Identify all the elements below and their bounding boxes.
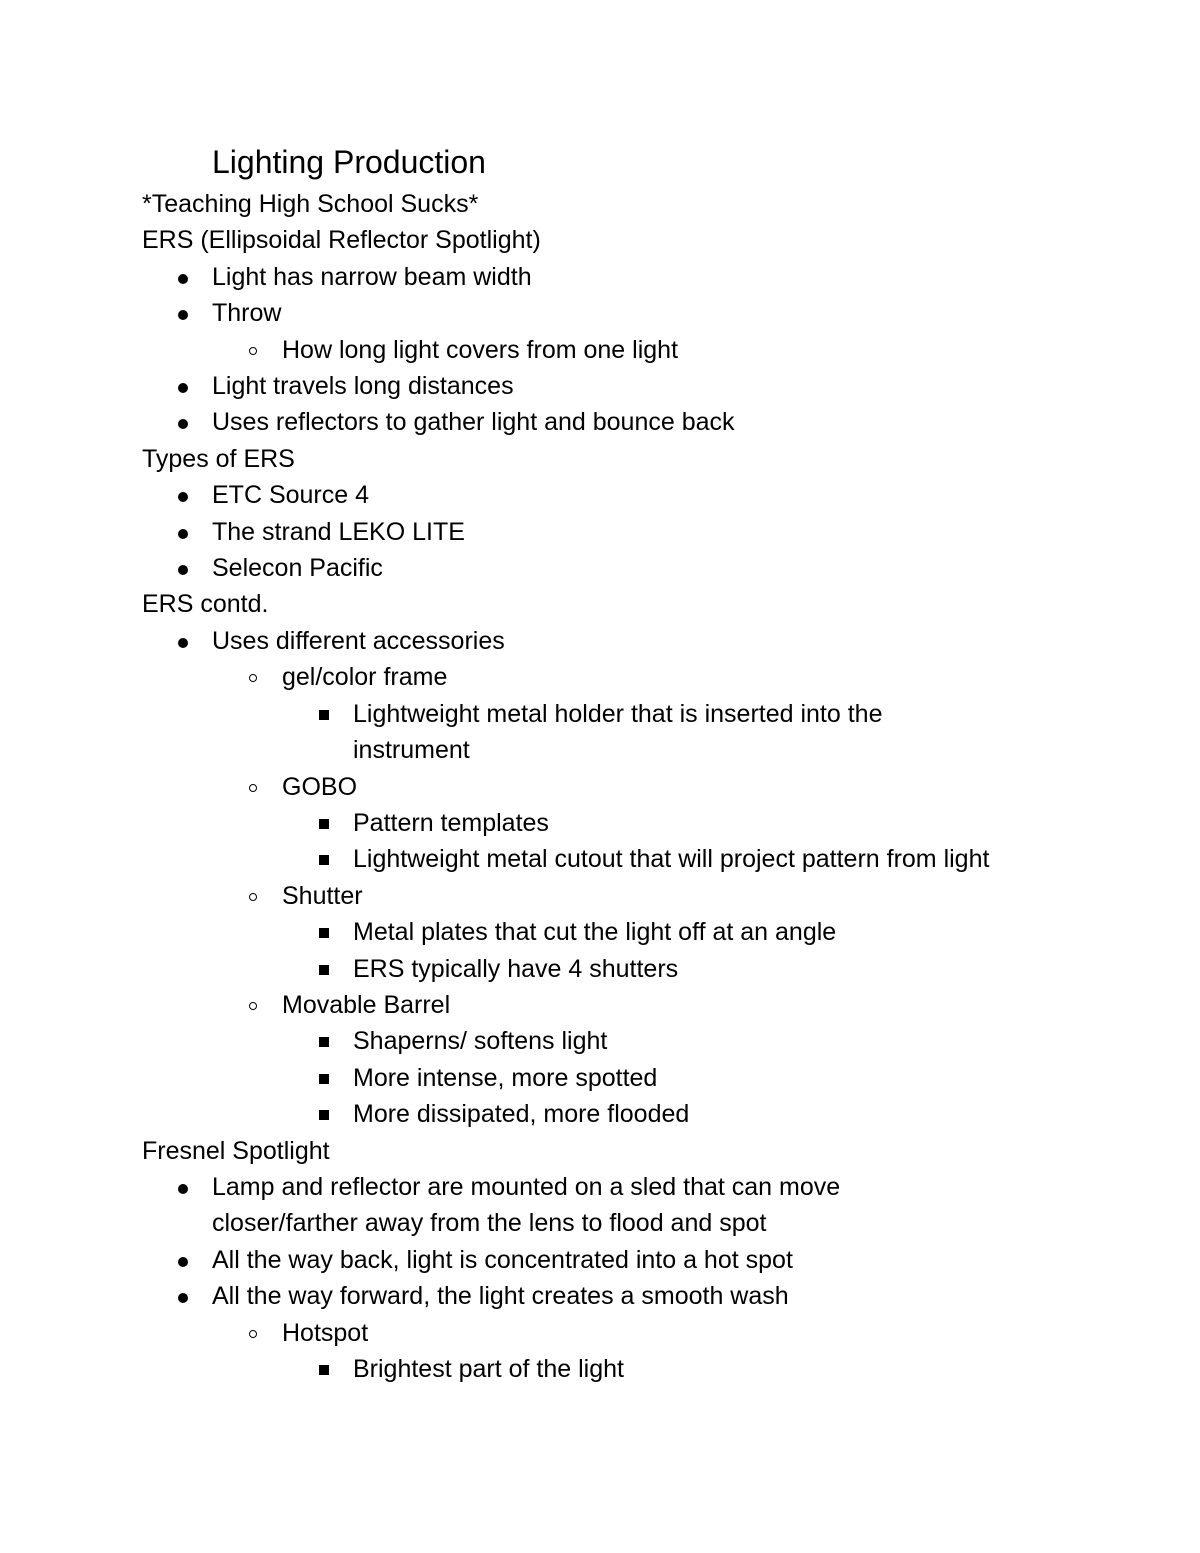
list-item-text: Metal plates that cut the light off at an angle xyxy=(353,918,837,947)
bullet-circle-icon xyxy=(249,1002,257,1010)
list-item xyxy=(142,1242,1142,1278)
bullet-square-icon xyxy=(319,965,329,975)
list-item xyxy=(142,914,1142,950)
list-item-text: Throw xyxy=(212,299,282,328)
list-item xyxy=(142,295,1142,331)
bullet-square-icon xyxy=(319,710,329,720)
section-heading: Fresnel Spotlight xyxy=(142,1136,330,1165)
list-item-text: ETC Source 4 xyxy=(212,481,370,510)
bullet-disc-icon xyxy=(178,419,188,429)
list-item xyxy=(142,477,1142,513)
list-item xyxy=(142,878,1142,914)
list-item-text: All the way back, light is concentrated into a hot spot xyxy=(212,1245,793,1274)
section-heading: ERS (Ellipsoidal Reflector Spotlight) xyxy=(142,226,541,255)
list-item-text: More dissipated, more flooded xyxy=(353,1100,690,1129)
list-item-text: Hotspot xyxy=(282,1318,369,1347)
list-item-text: More intense, more spotted xyxy=(353,1063,658,1092)
list-item xyxy=(142,623,1142,659)
bullet-circle-icon xyxy=(249,1330,257,1338)
list-item xyxy=(142,1315,1142,1351)
list-item xyxy=(142,259,1142,295)
section-heading: *Teaching High School Sucks* xyxy=(142,190,479,218)
list-item xyxy=(142,841,1142,877)
list-item xyxy=(142,1351,1142,1387)
list-item-text: Light has narrow beam width xyxy=(212,262,532,291)
list-item-text: GOBO xyxy=(282,772,358,801)
bullet-disc-icon xyxy=(178,638,188,648)
list-item xyxy=(142,987,1142,1023)
list-item xyxy=(142,659,1142,695)
bullet-square-icon xyxy=(319,819,329,829)
list-item-text: gel/color frame xyxy=(282,663,448,692)
bullet-disc-icon xyxy=(178,565,188,575)
bullet-disc-icon xyxy=(178,310,188,320)
list-item-text: Light travels long distances xyxy=(212,372,514,401)
section-heading: ERS contd. xyxy=(142,590,269,619)
list-item-text: Uses reflectors to gather light and bounce back xyxy=(212,408,735,437)
bullet-disc-icon xyxy=(178,529,188,539)
bullet-square-icon xyxy=(319,1365,329,1375)
list-item xyxy=(142,805,1142,841)
document-title: Lighting Production xyxy=(212,144,486,180)
bullet-circle-icon xyxy=(249,893,257,901)
bullet-circle-icon xyxy=(249,674,257,682)
list-item xyxy=(142,1169,1142,1242)
list-item-text: Lightweight metal holder that is inserted into the instrument xyxy=(353,699,883,765)
section-heading: Types of ERS xyxy=(142,444,295,473)
list-item-text: Shaperns/ softens light xyxy=(353,1027,608,1056)
list-item-text: Lamp and reflector are mounted on a sled that can move closer/farther away from the lens to flood and spot xyxy=(212,1172,841,1238)
list-item xyxy=(142,404,1142,440)
list-item-text: Shutter xyxy=(282,881,363,910)
list-item-text: How long light covers from one light xyxy=(282,335,679,364)
bullet-disc-icon xyxy=(178,383,188,393)
bullet-circle-icon xyxy=(249,347,257,355)
list-item xyxy=(142,696,1142,769)
bullet-square-icon xyxy=(319,928,329,938)
list-item-text: The strand LEKO LITE xyxy=(212,517,465,546)
bullet-disc-icon xyxy=(178,274,188,284)
bullet-disc-icon xyxy=(178,1257,188,1267)
document-body xyxy=(142,186,1142,1387)
list-item-text: Pattern templates xyxy=(353,808,549,837)
list-item xyxy=(142,368,1142,404)
list-item-text: Uses different accessories xyxy=(212,626,505,655)
bullet-square-icon xyxy=(319,1037,329,1047)
list-item xyxy=(142,951,1142,987)
list-item xyxy=(142,1096,1142,1132)
bullet-square-icon xyxy=(319,855,329,865)
bullet-circle-icon xyxy=(249,784,257,792)
bullet-square-icon xyxy=(319,1074,329,1084)
list-item-text: Movable Barrel xyxy=(282,990,451,1019)
list-item xyxy=(142,332,1142,368)
bullet-disc-icon xyxy=(178,1293,188,1303)
bullet-square-icon xyxy=(319,1110,329,1120)
list-item xyxy=(142,550,1142,586)
list-item-text: Selecon Pacific xyxy=(212,554,383,583)
list-item-text: ERS typically have 4 shutters xyxy=(353,954,679,983)
list-item xyxy=(142,1060,1142,1096)
list-item xyxy=(142,1023,1142,1059)
list-item-text: Lightweight metal cutout that will project pattern from light xyxy=(353,845,990,874)
list-item xyxy=(142,1278,1142,1314)
bullet-disc-icon xyxy=(178,1184,188,1194)
list-item xyxy=(142,769,1142,805)
list-item-text: All the way forward, the light creates a smooth wash xyxy=(212,1282,789,1311)
list-item xyxy=(142,514,1142,550)
list-item-text: Brightest part of the light xyxy=(353,1355,624,1383)
bullet-disc-icon xyxy=(178,492,188,502)
